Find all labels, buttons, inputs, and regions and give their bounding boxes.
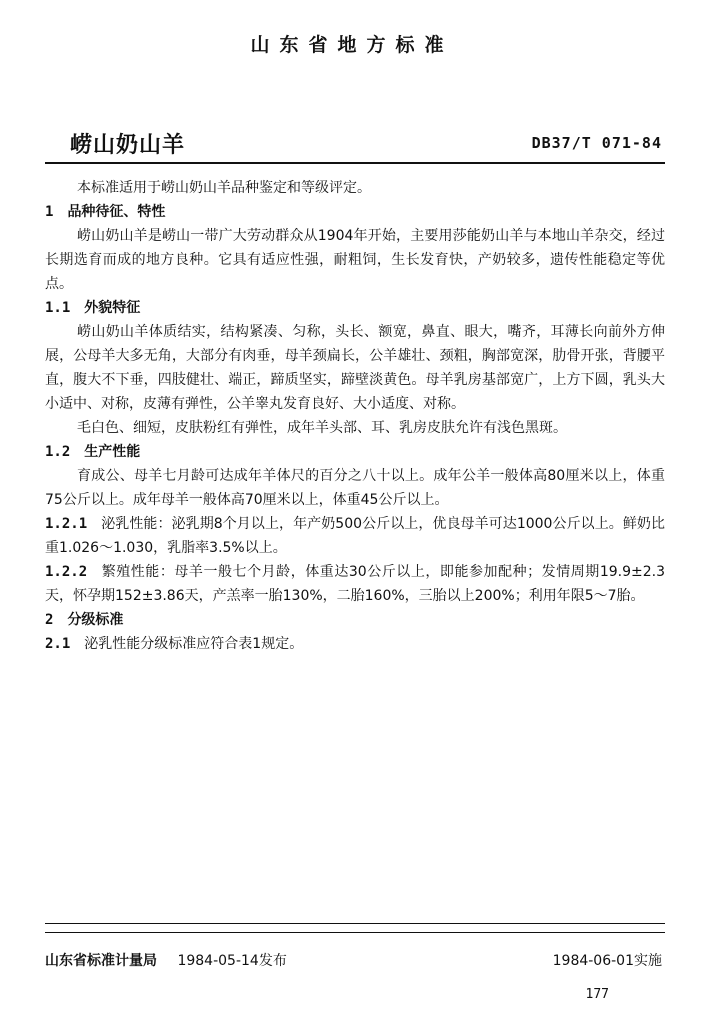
clause-number: 2.1 bbox=[45, 636, 71, 652]
clause-number: 1.2.1 bbox=[45, 516, 88, 532]
issuing-authority: 山东省标准计量局 bbox=[45, 953, 157, 969]
section-title: 品种待征、特性 bbox=[67, 204, 166, 220]
section-number: 2 bbox=[45, 612, 54, 628]
numbered-clause bbox=[45, 560, 665, 608]
section-heading bbox=[45, 440, 665, 464]
section-number: 1.1 bbox=[45, 300, 71, 316]
numbered-clause bbox=[45, 632, 665, 656]
section-title: 分级标准 bbox=[67, 612, 124, 628]
body-paragraph: 崂山奶山羊体质结实，结构紧凑、匀称，头长、额宽，鼻直、眼大，嘴齐，耳薄长向前外方伸展，公母羊大多无角，大部分有肉垂，母羊颈扁长，公羊雄壮、颈粗，胸部宽深，肋骨开张，背腰平直，腹大不下垂，四肢健壮、端正，蹄质坚实，蹄壁淡黄色。母羊乳房基部宽广，上方下圆，乳头大小适中、对称，皮薄有弹性，公羊睾丸发育良好、大小适度、对称。 bbox=[45, 324, 665, 412]
issue-date: 1984-05-14发布 bbox=[177, 953, 287, 969]
section-heading bbox=[45, 200, 665, 224]
issuer-line bbox=[45, 950, 287, 970]
section-title: 外貌特征 bbox=[84, 300, 141, 316]
section-heading bbox=[45, 296, 665, 320]
document-header: 山东省地方标准 bbox=[250, 34, 454, 56]
document-body bbox=[45, 176, 665, 656]
page-number: 177 bbox=[585, 987, 609, 1002]
footer-rule-upper bbox=[45, 923, 665, 924]
clause-number: 1.2.2 bbox=[45, 564, 88, 580]
section-title: 生产性能 bbox=[84, 444, 141, 460]
section-number: 1.2 bbox=[45, 444, 71, 460]
body-paragraph: 毛白色、细短，皮肤粉红有弹性，成年羊头部、耳、乳房皮肤允许有浅色黑斑。 bbox=[77, 420, 567, 436]
standard-title: 崂山奶山羊 bbox=[70, 133, 186, 158]
clause-text: 泌乳性能：泌乳期8个月以上，年产奶500公斤以上，优良母羊可达1000公斤以上。鲜奶比重1.026～1.030，乳脂率3.5%以上。 bbox=[45, 516, 665, 556]
body-paragraph: 育成公、母羊七月龄可达成年羊体尺的百分之八十以上。成年公羊一般体高80厘米以上，体重75公斤以上。成年母羊一般体高70厘米以上，体重45公斤以上。 bbox=[45, 468, 665, 508]
implementation-date: 1984-06-01实施 bbox=[552, 953, 662, 969]
body-paragraph: 本标准适用于崂山奶山羊品种鉴定和等级评定。 bbox=[77, 180, 371, 196]
footer-rule-lower bbox=[45, 932, 665, 933]
clause-text: 繁殖性能：母羊一般七个月龄，体重达30公斤以上，即能参加配种；发情周期19.9±2.3天，怀孕期152±3.86天，产羔率一胎130%，二胎160%，三胎以上200%；利用年限5～7胎。 bbox=[45, 564, 665, 604]
numbered-clause bbox=[45, 512, 665, 560]
title-rule bbox=[45, 162, 665, 164]
clause-text: 泌乳性能分级标准应符合表1规定。 bbox=[84, 636, 304, 652]
body-paragraph: 崂山奶山羊是崂山一带广大劳动群众从1904年开始，主要用莎能奶山羊与本地山羊杂交，经过长期选育而成的地方良种。它具有适应性强，耐粗饲，生长发育快，产奶较多，遗传性能稳定等优点。 bbox=[45, 228, 665, 292]
section-heading bbox=[45, 608, 665, 632]
section-number: 1 bbox=[45, 204, 54, 220]
standard-number: DB37/T 071-84 bbox=[531, 134, 662, 152]
